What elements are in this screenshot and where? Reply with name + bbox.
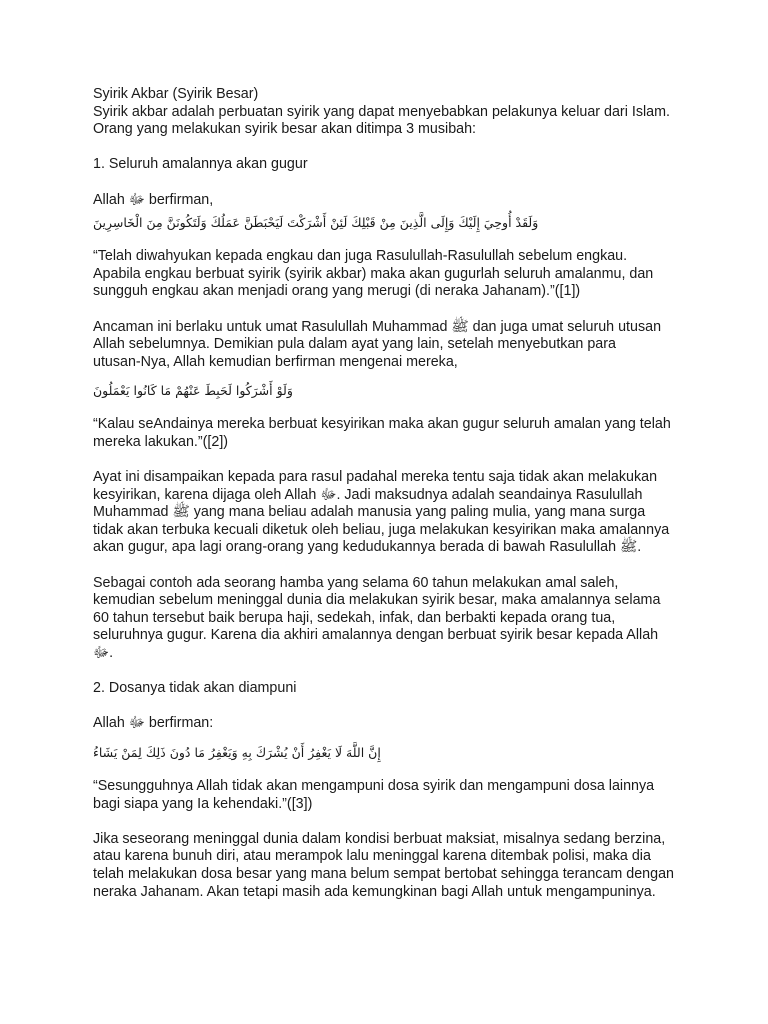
paragraph-line: tidak akan terbuka kecuali diketuk oleh beliau, juga melakukan kesyirikan maka amalannya	[93, 521, 670, 538]
paragraph-line: seluruhnya gugur. Karena dia akhiri amalannya dengan berbuat syirik besar kepada Allah	[93, 627, 659, 644]
translation-line: mereka lakukan.”([2])	[93, 433, 229, 450]
paragraph-line: neraka Jahanam. Akan tetapi masih ada kemungkinan bagi Allah untuk mengampuninya.	[93, 883, 656, 900]
translation-line: “Sesungguhnya Allah tidak akan mengampuni dosa syirik dan mengampuni dosa lainnya	[93, 778, 655, 794]
intro-line: Orang yang melakukan syirik besar akan ditimpa 3 musibah:	[93, 121, 477, 138]
allah-says: Allah ﷻ berfirman,	[93, 191, 214, 208]
paragraph-line: atau karena bunuh diri, atau merampok lalu meninggal karena ditembak polisi, maka dia	[93, 848, 651, 865]
paragraph-line: Allah sebelumnya. Demikian pula dalam ayat yang lain, setelah menyebutkan para	[93, 336, 616, 353]
translation-line: “Telah diwahyukan kepada engkau dan juga Rasulullah-Rasulullah sebelum engkau.	[93, 248, 628, 265]
allah-says: Allah ﷻ berfirman:	[93, 715, 214, 732]
paragraph-line: 60 tahun tersebut baik berupa haji, sedekah, infak, dan berbakti kepada orang tua,	[93, 609, 616, 626]
paragraph-line: Muhammad ﷺ yang mana beliau adalah manusia yang paling mulia, yang mana surga	[93, 504, 646, 521]
paragraph-line: kemudian sebelum meninggal dunia dia melakukan syirik besar, maka amalannya selama	[93, 592, 661, 609]
point-heading: 2. Dosanya tidak akan diampuni	[93, 680, 297, 697]
paragraph-line: telah melakukan dosa besar yang mana belum sempat bertobat sehingga terancam dengan	[93, 865, 674, 882]
paragraph-line: Jika seseorang meninggal dunia dalam kondisi berbuat maksiat, misalnya sedang berzina,	[93, 830, 666, 847]
arabic-verse: وَلَقَدْ أُوحِيَ إِلَيْكَ وَإِلَى الَّذِينَ مِنْ قَبْلِكَ لَئِنْ أَشْرَكْتَ لَيَحْبَطَنَّ عَمَلُكَ وَلَتَكُونَنَّ مِنَ الْخَاسِرِينَ	[93, 215, 539, 231]
doc-title: Syirik Akbar (Syirik Besar)	[93, 86, 259, 102]
paragraph-line: Ancaman ini berlaku untuk umat Rasulullah Muhammad ﷺ dan juga umat seluruh utusan	[93, 318, 662, 335]
point-heading: 1. Seluruh amalannya akan gugur	[93, 156, 308, 173]
arabic-verse: وَلَوْ أَشْرَكُوا لَحَبِطَ عَنْهُمْ مَا كَانُوا يَعْمَلُونَ	[93, 383, 293, 399]
paragraph-line: Sebagai contoh ada seorang hamba yang selama 60 tahun melakukan amal saleh,	[93, 574, 619, 591]
paragraph-line: Ayat ini disampaikan kepada para rasul padahal mereka tentu saja tidak akan melakukan	[93, 469, 658, 486]
translation-line: sungguh engkau akan menjadi orang yang merugi (di neraka Jahanam).”([1])	[93, 283, 581, 300]
paragraph-line: ﷻ.	[93, 645, 114, 662]
arabic-verse: إِنَّ اللَّهَ لَا يَغْفِرُ أَنْ يُشْرَكَ بِهِ وَيَغْفِرُ مَا دُونَ ذَلِكَ لِمَنْ يَشَاءُ	[93, 745, 381, 760]
translation-line: Apabila engkau berbuat syirik (syirik akbar) maka akan gugurlah seluruh amalanmu, dan	[93, 265, 654, 282]
intro-line: Syirik akbar adalah perbuatan syirik yang dapat menyebabkan pelakunya keluar dari Islam.	[93, 103, 670, 120]
document-page	[93, 86, 683, 901]
paragraph-line: akan gugur, apa lagi orang-orang yang kedudukannya berada di bawah Rasulullah ﷺ.	[93, 539, 642, 556]
translation-line: “Kalau seAndainya mereka berbuat kesyirikan maka akan gugur seluruh amalan yang telah	[93, 416, 671, 433]
translation-line: bagi siapa yang Ia kehendaki.”([3])	[93, 795, 313, 812]
paragraph-line: kesyirikan, karena dijaga oleh Allah ﷻ. Jadi maksudnya adalah seandainya Rasulullah	[93, 486, 643, 503]
paragraph-line: utusan-Nya, Allah kemudian berfirman mengenai mereka,	[93, 353, 458, 370]
